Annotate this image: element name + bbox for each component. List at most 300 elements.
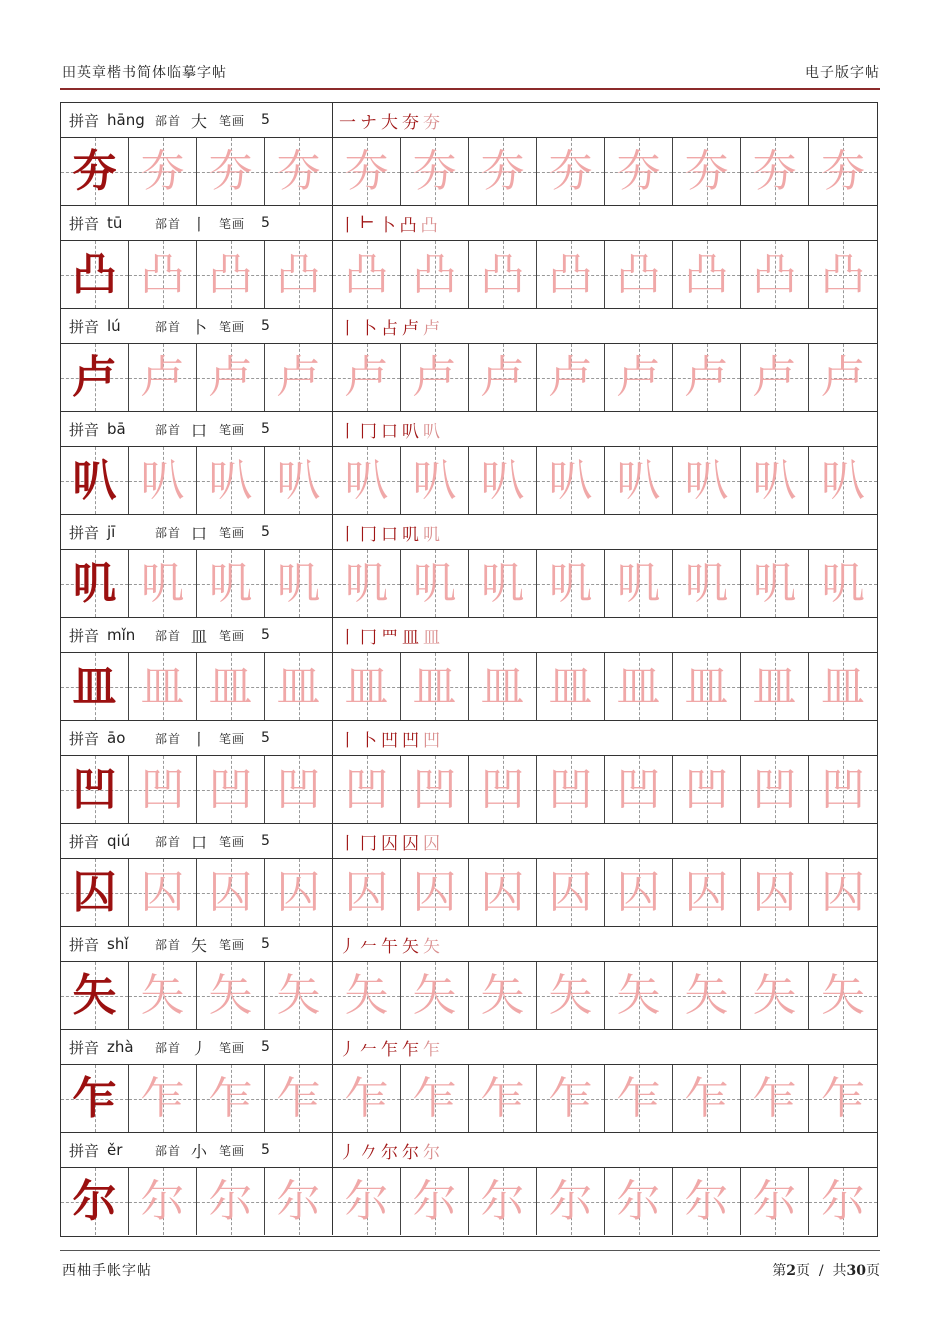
stroke-order-step: 囚	[423, 833, 440, 854]
character-meta	[61, 515, 333, 549]
trace-character-cell[interactable]	[741, 1065, 809, 1132]
stroke-order	[333, 1030, 877, 1064]
stroke-order-step: 皿	[402, 627, 419, 648]
radical-value: 大	[191, 111, 208, 131]
trace-character: 凸	[344, 248, 389, 300]
stroke-order-step: 乍	[381, 1039, 398, 1060]
radical-label: 部首	[155, 731, 182, 746]
trace-character-cell[interactable]	[129, 756, 197, 823]
trace-character: 夯	[616, 145, 661, 197]
trace-character-cell[interactable]	[809, 962, 877, 1029]
footer-rule	[60, 1250, 880, 1251]
trace-character-cell[interactable]	[469, 962, 537, 1029]
trace-character-cell[interactable]	[809, 241, 877, 308]
trace-character-cell[interactable]	[537, 962, 605, 1029]
trace-character: 夯	[684, 145, 729, 197]
model-character: 乍	[72, 1072, 117, 1124]
model-character-cell	[61, 756, 129, 823]
strokes-label: 笔画	[219, 319, 246, 334]
strokes-label: 笔画	[219, 834, 246, 849]
character-meta	[61, 103, 333, 137]
trace-character: 凸	[140, 248, 185, 300]
trace-character-cell[interactable]	[333, 1168, 401, 1235]
trace-character-cell[interactable]	[673, 447, 741, 514]
trace-character-cell[interactable]	[197, 1065, 265, 1132]
trace-character: 凸	[276, 248, 321, 300]
trace-character-cell[interactable]	[741, 962, 809, 1029]
trace-character-cell[interactable]	[197, 962, 265, 1029]
trace-character-cell[interactable]	[809, 550, 877, 617]
trace-character-cell[interactable]	[741, 1168, 809, 1235]
trace-character-cell[interactable]	[673, 1168, 741, 1235]
trace-character: 叭	[821, 454, 865, 506]
stroke-order-step: 𠂉	[360, 1039, 377, 1060]
trace-character: 叭	[412, 454, 457, 506]
stroke-order-step: 卜	[378, 215, 396, 236]
trace-character: 卢	[548, 351, 593, 403]
stroke-order-step: 凹	[402, 730, 419, 751]
stroke-order-step: 丨	[339, 833, 356, 854]
trace-character-cell[interactable]	[333, 962, 401, 1029]
practice-row	[61, 138, 877, 206]
pinyin-value: qiú	[107, 832, 131, 850]
trace-character-cell[interactable]	[401, 447, 469, 514]
pinyin-label: 拼音	[69, 523, 100, 542]
stroke-order-step: 叽	[423, 524, 440, 545]
character-meta	[61, 309, 333, 343]
character-meta	[61, 824, 333, 858]
trace-character-cell[interactable]	[537, 859, 605, 926]
trace-character-cell[interactable]	[605, 1065, 673, 1132]
character-info-row	[61, 721, 877, 756]
trace-character-cell[interactable]	[129, 653, 197, 720]
trace-character-cell[interactable]	[401, 1065, 469, 1132]
character-info-row	[61, 206, 877, 241]
trace-character: 夯	[480, 145, 525, 197]
stroke-order-step: 丨	[339, 421, 356, 442]
trace-character-cell[interactable]	[265, 447, 333, 514]
trace-character-cell[interactable]	[333, 241, 401, 308]
trace-character-cell[interactable]	[809, 344, 877, 411]
character-info-row	[61, 412, 877, 447]
trace-character-cell[interactable]	[469, 756, 537, 823]
trace-character-cell[interactable]	[129, 138, 197, 205]
stroke-order-step: 凹	[381, 730, 398, 751]
page-indicator	[772, 1260, 880, 1280]
stroke-order-step: 夯	[402, 112, 419, 133]
trace-character: 叽	[344, 557, 389, 609]
page-total: 30	[846, 1263, 866, 1279]
trace-character-cell[interactable]	[333, 1065, 401, 1132]
practice-row	[61, 447, 877, 515]
trace-character: 囚	[480, 866, 525, 918]
strokes-value: 5	[261, 112, 270, 128]
trace-character-cell[interactable]	[673, 344, 741, 411]
stroke-order-step: 叭	[402, 421, 419, 442]
trace-character-cell[interactable]	[197, 138, 265, 205]
stroke-order-step: 一	[339, 112, 356, 133]
trace-character-cell[interactable]	[741, 756, 809, 823]
trace-character: 叭	[140, 454, 185, 506]
trace-character-cell[interactable]	[265, 1168, 333, 1235]
model-character: 卢	[72, 351, 117, 403]
trace-character-cell[interactable]	[401, 550, 469, 617]
trace-character: 乍	[344, 1072, 389, 1124]
trace-character-cell[interactable]	[741, 447, 809, 514]
trace-character-cell[interactable]	[537, 756, 605, 823]
trace-character: 叭	[276, 454, 321, 506]
stroke-order-step: 皿	[423, 627, 440, 648]
trace-character-cell[interactable]	[537, 1065, 605, 1132]
trace-character: 卢	[140, 351, 185, 403]
trace-character-cell[interactable]	[469, 653, 537, 720]
pinyin-label: 拼音	[69, 832, 100, 851]
header-title: 田英章楷书简体临摹字帖	[62, 65, 227, 81]
trace-character-cell[interactable]	[265, 241, 333, 308]
trace-character-cell[interactable]	[673, 138, 741, 205]
practice-row	[61, 550, 877, 618]
character-block	[61, 309, 877, 412]
trace-character-cell[interactable]	[129, 859, 197, 926]
trace-character: 乍	[821, 1072, 865, 1124]
trace-character-cell[interactable]	[265, 653, 333, 720]
character-info-row	[61, 927, 877, 962]
model-character: 囚	[72, 866, 117, 918]
trace-character-cell[interactable]	[401, 241, 469, 308]
trace-character-cell[interactable]	[673, 653, 741, 720]
character-block	[61, 103, 877, 206]
trace-character-cell[interactable]	[673, 962, 741, 1029]
model-character-cell	[61, 138, 129, 205]
trace-character: 叽	[616, 557, 661, 609]
trace-character-cell[interactable]	[265, 138, 333, 205]
trace-character-cell[interactable]	[197, 653, 265, 720]
radical-label: 部首	[155, 422, 182, 437]
model-character-cell	[61, 962, 129, 1029]
trace-character-cell[interactable]	[537, 241, 605, 308]
model-character-cell	[61, 653, 129, 720]
trace-character: 囚	[684, 866, 729, 918]
trace-character: 乍	[412, 1072, 457, 1124]
trace-character-cell[interactable]	[333, 344, 401, 411]
trace-character-cell[interactable]	[401, 962, 469, 1029]
trace-character: 叽	[140, 557, 185, 609]
strokes-value: 5	[261, 524, 270, 540]
trace-character: 叭	[344, 454, 389, 506]
trace-character: 凸	[480, 248, 525, 300]
trace-character-cell[interactable]	[265, 962, 333, 1029]
radical-value: 皿	[191, 626, 208, 646]
trace-character-cell[interactable]	[537, 447, 605, 514]
character-meta	[61, 927, 333, 961]
trace-character-cell[interactable]	[605, 447, 673, 514]
trace-character: 叽	[684, 557, 729, 609]
trace-character-cell[interactable]	[741, 653, 809, 720]
model-character: 矢	[72, 969, 117, 1021]
model-character: 夯	[72, 145, 117, 197]
trace-character-cell[interactable]	[605, 756, 673, 823]
stroke-order-step: 𠂊	[360, 1142, 377, 1163]
trace-character-cell[interactable]	[741, 138, 809, 205]
trace-character-cell[interactable]	[673, 550, 741, 617]
trace-character-cell[interactable]	[265, 344, 333, 411]
trace-character: 矢	[548, 969, 593, 1021]
trace-character: 夯	[821, 145, 865, 197]
trace-character-cell[interactable]	[197, 241, 265, 308]
trace-character-cell[interactable]	[605, 1168, 673, 1235]
trace-character-cell[interactable]	[265, 1065, 333, 1132]
radical-label: 部首	[155, 834, 182, 849]
strokes-label: 笔画	[219, 937, 246, 952]
trace-character-cell[interactable]	[333, 138, 401, 205]
stroke-order-step: 尔	[381, 1142, 398, 1163]
trace-character-cell[interactable]	[401, 653, 469, 720]
trace-character: 叽	[548, 557, 593, 609]
trace-character-cell[interactable]	[333, 859, 401, 926]
model-character-cell	[61, 550, 129, 617]
model-character-cell	[61, 1168, 129, 1235]
trace-character: 夯	[752, 145, 797, 197]
trace-character: 尔	[412, 1175, 457, 1227]
trace-character-cell[interactable]	[809, 653, 877, 720]
strokes-label: 笔画	[219, 1040, 246, 1055]
trace-character-cell[interactable]	[401, 138, 469, 205]
trace-character-cell[interactable]	[469, 859, 537, 926]
trace-character-cell[interactable]	[469, 1168, 537, 1235]
trace-character-cell[interactable]	[809, 1168, 877, 1235]
trace-character: 尔	[548, 1175, 593, 1227]
trace-character-cell[interactable]	[809, 756, 877, 823]
trace-character-cell[interactable]	[333, 550, 401, 617]
character-info-row	[61, 618, 877, 653]
trace-character-cell[interactable]	[129, 1065, 197, 1132]
trace-character-cell[interactable]	[129, 550, 197, 617]
pinyin-value: ěr	[107, 1141, 123, 1159]
trace-character: 皿	[480, 660, 525, 712]
trace-character-cell[interactable]	[197, 550, 265, 617]
trace-character-cell[interactable]	[401, 756, 469, 823]
stroke-order-step: 夯	[423, 112, 440, 133]
trace-character-cell[interactable]	[265, 550, 333, 617]
pinyin-value: tū	[107, 214, 123, 232]
stroke-order-step: 占	[381, 318, 398, 339]
trace-character: 凹	[616, 763, 661, 815]
trace-character: 囚	[344, 866, 389, 918]
trace-character-cell[interactable]	[469, 447, 537, 514]
trace-character: 夯	[140, 145, 185, 197]
character-info-row	[61, 1030, 877, 1065]
character-block	[61, 412, 877, 515]
trace-character: 矢	[412, 969, 457, 1021]
trace-character-cell[interactable]	[401, 1168, 469, 1235]
pinyin-label: 拼音	[69, 1038, 100, 1057]
trace-character-cell[interactable]	[197, 756, 265, 823]
stroke-order	[333, 1133, 877, 1167]
radical-label: 部首	[155, 319, 182, 334]
trace-character-cell[interactable]	[129, 344, 197, 411]
strokes-label: 笔画	[219, 113, 246, 128]
trace-character-cell[interactable]	[333, 447, 401, 514]
trace-character: 矢	[616, 969, 661, 1021]
strokes-value: 5	[261, 627, 270, 643]
trace-character: 夯	[208, 145, 253, 197]
trace-character: 矢	[752, 969, 797, 1021]
practice-row	[61, 962, 877, 1030]
practice-row	[61, 241, 877, 309]
trace-character-cell[interactable]	[129, 241, 197, 308]
model-character-cell	[61, 344, 129, 411]
character-info-row	[61, 309, 877, 344]
trace-character-cell[interactable]	[469, 344, 537, 411]
trace-character: 夯	[548, 145, 593, 197]
trace-character-cell[interactable]	[537, 653, 605, 720]
trace-character-cell[interactable]	[197, 1168, 265, 1235]
trace-character: 尔	[140, 1175, 185, 1227]
header-edition: 电子版字帖	[805, 65, 880, 81]
trace-character-cell[interactable]	[197, 344, 265, 411]
radical-value: 口	[191, 832, 208, 852]
radical-label: 部首	[155, 1040, 182, 1055]
trace-character-cell[interactable]	[265, 756, 333, 823]
page-suffix: 页	[866, 1263, 880, 1279]
trace-character-cell[interactable]	[469, 241, 537, 308]
pinyin-value: bā	[107, 420, 126, 438]
radical-label: 部首	[155, 216, 182, 231]
trace-character-cell[interactable]	[333, 653, 401, 720]
model-character-cell	[61, 241, 129, 308]
stroke-order-step: ⊢	[360, 213, 375, 233]
stroke-order-step: 凹	[423, 730, 440, 751]
trace-character-cell[interactable]	[673, 756, 741, 823]
trace-character-cell[interactable]	[605, 344, 673, 411]
trace-character-cell[interactable]	[673, 1065, 741, 1132]
trace-character-cell[interactable]	[469, 550, 537, 617]
trace-character: 叽	[276, 557, 321, 609]
radical-value: 丿	[191, 1038, 208, 1058]
trace-character-cell[interactable]	[197, 447, 265, 514]
stroke-order-step: 𠂉	[360, 936, 377, 957]
character-block	[61, 206, 877, 309]
pinyin-value: lú	[107, 317, 121, 335]
trace-character: 叽	[412, 557, 457, 609]
model-character: 尔	[72, 1175, 117, 1227]
trace-character-cell[interactable]	[809, 1065, 877, 1132]
trace-character: 凸	[752, 248, 797, 300]
trace-character-cell[interactable]	[537, 550, 605, 617]
trace-character-cell[interactable]	[605, 241, 673, 308]
radical-value: 卜	[191, 317, 208, 337]
radical-value: 口	[191, 420, 208, 440]
trace-character-cell[interactable]	[809, 138, 877, 205]
trace-character: 叭	[548, 454, 593, 506]
radical-label: 部首	[155, 937, 182, 952]
trace-character-cell[interactable]	[537, 1168, 605, 1235]
trace-character: 叭	[684, 454, 729, 506]
trace-character-cell[interactable]	[605, 962, 673, 1029]
trace-character-cell[interactable]	[605, 550, 673, 617]
trace-character: 卢	[276, 351, 321, 403]
stroke-order-step: 卢	[402, 318, 419, 339]
trace-character: 矢	[821, 969, 865, 1021]
trace-character-cell[interactable]	[537, 344, 605, 411]
trace-character-cell[interactable]	[129, 447, 197, 514]
strokes-value: 5	[261, 318, 270, 334]
pinyin-label: 拼音	[69, 935, 100, 954]
trace-character-cell[interactable]	[741, 550, 809, 617]
trace-character-cell[interactable]	[129, 1168, 197, 1235]
trace-character-cell[interactable]	[129, 962, 197, 1029]
trace-character: 尔	[276, 1175, 321, 1227]
trace-character: 矢	[684, 969, 729, 1021]
trace-character-cell[interactable]	[197, 859, 265, 926]
trace-character: 乍	[684, 1072, 729, 1124]
page-mid: 页 / 共	[795, 1263, 847, 1279]
stroke-order	[333, 824, 877, 858]
trace-character-cell[interactable]	[605, 653, 673, 720]
trace-character-cell[interactable]	[673, 859, 741, 926]
character-info-row	[61, 1133, 877, 1168]
trace-character-cell[interactable]	[741, 241, 809, 308]
footer-brand: 西柚手帐字帖	[62, 1263, 152, 1279]
strokes-value: 5	[261, 936, 270, 952]
trace-character-cell[interactable]	[605, 859, 673, 926]
trace-character: 乍	[276, 1072, 321, 1124]
strokes-value: 5	[261, 1039, 270, 1055]
strokes-label: 笔画	[219, 1143, 246, 1158]
trace-character: 囚	[548, 866, 593, 918]
practice-row	[61, 859, 877, 927]
trace-character-cell[interactable]	[401, 344, 469, 411]
trace-character-cell[interactable]	[741, 344, 809, 411]
trace-character: 卢	[344, 351, 389, 403]
strokes-value: 5	[261, 215, 270, 231]
pinyin-label: 拼音	[69, 214, 100, 233]
trace-character-cell[interactable]	[401, 859, 469, 926]
trace-character: 卢	[412, 351, 457, 403]
trace-character-cell[interactable]	[469, 1065, 537, 1132]
stroke-order-step: 矢	[402, 936, 419, 957]
trace-character: 尔	[616, 1175, 661, 1227]
stroke-order-step: 乍	[423, 1039, 440, 1060]
trace-character-cell[interactable]	[265, 859, 333, 926]
trace-character-cell[interactable]	[605, 138, 673, 205]
trace-character-cell[interactable]	[469, 138, 537, 205]
character-block	[61, 1030, 877, 1133]
trace-character: 矢	[480, 969, 525, 1021]
trace-character-cell[interactable]	[333, 756, 401, 823]
character-info-row	[61, 824, 877, 859]
trace-character: 夯	[412, 145, 457, 197]
trace-character-cell[interactable]	[741, 859, 809, 926]
radical-label: 部首	[155, 628, 182, 643]
stroke-order-step: 冂	[360, 833, 377, 854]
trace-character: 叽	[752, 557, 797, 609]
trace-character-cell[interactable]	[809, 447, 877, 514]
trace-character-cell[interactable]	[809, 859, 877, 926]
stroke-order-step: 凸	[420, 215, 438, 236]
trace-character: 叭	[480, 454, 525, 506]
page-current: 2	[786, 1263, 796, 1279]
model-character: 叭	[72, 454, 117, 506]
trace-character-cell[interactable]	[673, 241, 741, 308]
strokes-label: 笔画	[219, 731, 246, 746]
character-block	[61, 618, 877, 721]
trace-character-cell[interactable]	[537, 138, 605, 205]
trace-character: 凹	[208, 763, 253, 815]
trace-character: 乍	[140, 1072, 185, 1124]
stroke-order	[333, 412, 877, 446]
strokes-label: 笔画	[219, 525, 246, 540]
